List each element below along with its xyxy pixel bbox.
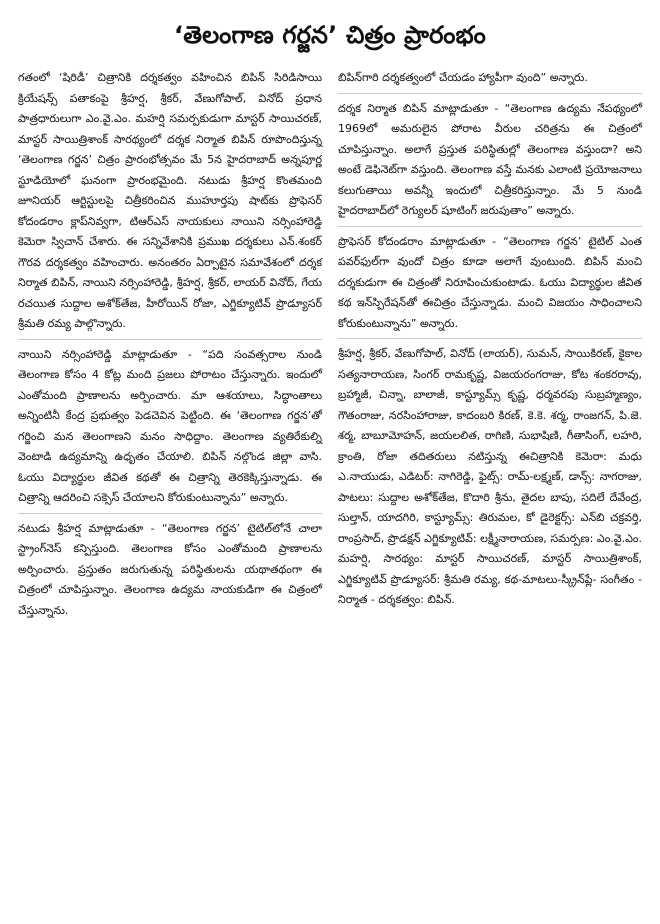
left-column — [18, 68, 322, 630]
left-paragraph-3: నటుడు శ్రీహర్ష మాట్లాడుతూ - “తెలంగాణ గర్జన’ టైటిల్‌లోనే చాలా స్ట్రాంగ్‌నెస్ కన్పిస్తుంది. తెలంగాణ కోసం ఎంతోమంది ప్రాణాలను అర్పించారు. ప్రస్తుతం జరుగుతున్న పరిస్థితులను యథాతథంగా ఈ చిత్రంలో చూపిస్తున్నాం. తెలంగాణ ఉద్యమ నాయకుడిగా ఈ చిత్రంలో చేస్తున్నాను. — [18, 521, 322, 617]
right-paragraph-1: బిపిన్‌గారి దర్శకత్వంలో చేయడం హ్యాపీగా వుంది” అన్నారు. — [338, 68, 642, 94]
right-paragraph-2: దర్శక నిర్మాత బిపిన్ మాట్లాడుతూ - “తెలంగాణ ఉద్యమ నేపథ్యంలో 1969లో అమరులైన పోరాట వీరుల చరిత్రను ఈ చిత్రంలో చూపిస్తున్నాం. అలాగే ప్రస్తుత పరిస్థితుల్లో తెలంగాణ వస్తుందా? అని అంటే డెఫినెట్‌గా వస్తుంది. తెలంగాణ వస్తే మనకు ఎలాంటి ప్రయోజనాలు కలుగుతాయి అవన్నీ ఇందులో చిత్రీకరిస్తున్నాం. మే 5 నుండి హైదరాబాద్‌లో రెగ్యులర్ షూటింగ్ జరుపుతాం” అన్నారు. — [338, 99, 642, 227]
right-column — [338, 68, 642, 630]
article-columns — [18, 68, 642, 630]
right-paragraph-4: శ్రీహర్ష, శ్రీకర్, వేణుగోపాల్, వినోద్ (లాయర్), సుమన్, సాయికిరణ్, కైకాల సత్యనారాయణ, సింగర్ రామకృష్ణ, విజయరంగరాజు, కోట శంకరరావు, బ్రహ్మాజీ, చిన్నా, బాలాజీ, కాస్ట్యూమ్స్ కృష్ణ, ధర్మవరపు సుబ్రహ్మణ్యం, గౌతంరాజు, నరసింహారాజు, కాదంబరి కిరణ్, కె.కె. శర్మ, రాంజగన్, పి.జె. శర్మ, బాబూమోహన్, జయలలిత, రాగిణి, సుభాషిణి, గీతాసింగ్, లహరి, క్రాంతి, రోజా తదితరులు నటిస్తున్న ఈచిత్రానికి కెమెరా: మధు ఎ.నాయుడు, ఎడిటర్: నాగిరెడ్డి, ఫైట్స్: రామ్-లక్ష్మణ్, డాన్స్: నాగరాజు, పాటలు: సుద్దాల అశోక్‌తేజ, కొదారి శ్రీను, తైదల బాపు, సదిలే దేవేంద్ర, సుల్తాన్, యాదగిరి, కాస్ట్యూమ్స్: తిరుమల, కో డైరెక్టర్స్: ఎన్‌బి చక్రవర్తి, రాంప్రసాద్, ప్రొడక్షన్ ఎగ్జిక్యూటివ్: లక్ష్మీనారాయణ, సమర్పణ: ఎం.వై.ఎం. మహర్షి, సారథ్యం: మాస్టర్ సాయిచరణ్, మాస్టర్ సాయిత్రిశాంక్, ఎగ్జిక్యూటివ్ ప్రొడ్యూసర్: శ్రీమతి రమ్య, కథ-మాటలు-స్క్రీన్‌ప్లే- సంగీతం - నిర్మాత - దర్శకత్వం: బిపిన్. — [338, 347, 642, 606]
left-paragraph-2: నాయిని నర్సింహారెడ్డి మాట్లాడుతూ - “పది సంవత్సరాల నుండి తెలంగాణ కోసం 4 కోట్ల మంది ప్రజలు పోరాటం చేస్తున్నారు. ఇందులో ఎంతోమంది ప్రాణాలను అర్పించారు. మా ఆశయాలు, సిద్ధాంతాలు అన్నింటినీ కేంద్ర ప్రభుత్వం పెడచెవిన పెట్టింది. ఈ ‘తెలంగాణ గర్జన’తో గర్జించి మన తెలంగాణని మనం సాధిద్దాం. తెలంగాణ వ్యతిరేకుల్ని వెంటాడి ఉద్యమాన్ని ఉధృతం చేయాలి. బిపిన్ నల్గొండ జిల్లా వాసి. ఓయు విద్యార్థుల జీవిత కథతో ఈ చిత్రాన్ని తెరకెక్కిస్తున్నాడు. ఈ చిత్రాన్ని ఆదరించి సక్సెస్ చేయాలని కోరుకుంటున్నాను” అన్నారు. — [18, 345, 322, 514]
right-paragraph-3: ప్రొఫెసర్ కోదండరాం మాట్లాడుతూ - “తెలంగాణ గర్జన’ టైటిల్ ఎంత పవర్‌ఫుల్‌గా వుందో చిత్రం కూడా అలాగే వుంటుంది. బిపిన్ మంచి దర్శకుడుగా ఈ చిత్రంతో నిరూపించుకుంటాడు. ఓయు విద్యార్థుల జీవిత కథ ఇన్‌స్పిరేషన్‌తో ఈచిత్రం చేస్తున్నాడు. మంచి విజయం సాధించాలని కోరుకుంటున్నాను” అన్నారు. — [338, 232, 642, 340]
left-paragraph-1: గతంలో ‘షిరిడీ’ చిత్రానికి దర్శకత్వం వహించిన బిపిన్ సిరిడిసాయి క్రియేషన్స్ పతాకంపై శ్రీహర్ష, శ్రీకర్, వేణుగోపాల్, వినోద్ ప్రధాన పాత్రధారులుగా ఎం.వై.ఎం. మహర్షి సమర్పకుడుగా మాస్టర్ సాయిచరణ్, మాస్టర్ సాయిత్రిశాంక్ సారథ్యంలో దర్శక నిర్మాత బిపిన్ రూపొందిస్తున్న ‘తెలంగాణ గర్జన’ చిత్రం ప్రారంభోత్సవం మే 5న హైదరాబాద్ అన్నపూర్ణ స్టూడియోలో ఘనంగా ప్రారంభమైంది. నటుడు శ్రీహర్ష కొంతమంది జూనియర్ ఆర్టిస్టులపై చిత్రీకరించిన ముహూర్తపు షాట్‌కు ప్రొఫెసర్ కోదండరాం క్లాప్‌నివ్వగా, టిఆర్ఎస్ నాయకులు నాయిని నర్సింహారెడ్డి కెమెరా స్విచాన్ చేశారు. ఈ సన్నివేశానికి ప్రముఖ దర్శకులు ఎన్.శంకర్ గౌరవ దర్శకత్వం వహించారు. అనంతరం ఏర్పాటైన సమావేశంలో దర్శక నిర్మాత బిపిన్, నాయిని నర్సింహారెడ్డి, శ్రీహర్ష, శ్రీకర్, లాయర్ వినోద్, గేయ రచయిత సుద్దాల అశోక్‌తేజ, హీరోయిన్ రోజా, ఎగ్జిక్యూటివ్ ప్రొడ్యూసర్ శ్రీమతి రమ్య పాల్గొన్నారు. — [18, 68, 322, 340]
article-title: ‘తెలంగాణ గర్జన’ చిత్రం ప్రారంభం — [173, 21, 487, 49]
